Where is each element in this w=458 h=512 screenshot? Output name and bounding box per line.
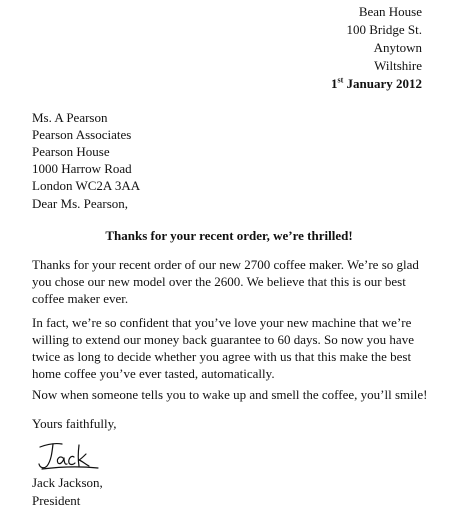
recipient-line: 1000 Harrow Road bbox=[32, 161, 132, 176]
sender-line: Wiltshire bbox=[374, 58, 422, 73]
recipient-line: Pearson Associates bbox=[32, 127, 132, 142]
recipient-line: Ms. A Pearson bbox=[32, 110, 108, 125]
signer-block bbox=[32, 474, 103, 510]
recipient-line: Pearson House bbox=[32, 144, 110, 159]
body-paragraph-3 bbox=[32, 386, 437, 403]
paragraph-line: home coffee you’ve ever tasted, automatically. bbox=[32, 366, 275, 381]
letter-date bbox=[331, 75, 422, 93]
date-day: 1 bbox=[330, 76, 338, 91]
sender-line: 100 Bridge St. bbox=[346, 22, 422, 37]
signer-name: Jack Jackson, bbox=[32, 475, 103, 490]
paragraph-line: coffee maker ever. bbox=[32, 291, 129, 306]
closing: Yours faithfully, bbox=[32, 416, 117, 431]
paragraph-line: Thanks for your recent order of our new 2700 coffee maker. We’re so glad bbox=[32, 257, 419, 272]
sender-line: Anytown bbox=[373, 40, 422, 55]
signer-title: President bbox=[32, 493, 81, 508]
paragraph-line: twice as long to decide whether you agree with us that this make the best bbox=[32, 349, 412, 364]
paragraph-line: Now when someone tells you to wake up and smell the coffee, you’ll smile! bbox=[32, 387, 428, 402]
recipient-address bbox=[32, 109, 140, 194]
body-paragraph-1 bbox=[32, 256, 437, 307]
date-ordinal: st bbox=[337, 75, 344, 85]
paragraph-line: you chose our new model over the 2600. We believe that this is our best bbox=[32, 274, 406, 289]
salutation: Dear Ms. Pearson, bbox=[32, 196, 129, 211]
date-rest: January 2012 bbox=[343, 76, 422, 91]
subject-line: Thanks for your recent order, we’re thrilled! bbox=[105, 228, 353, 243]
sender-address bbox=[347, 3, 422, 75]
paragraph-line: In fact, we’re so confident that you’ve love your new machine that we’re bbox=[32, 315, 412, 330]
signature bbox=[36, 439, 106, 473]
recipient-line: London WC2A 3AA bbox=[32, 178, 141, 193]
sender-line: Bean House bbox=[358, 4, 422, 19]
paragraph-line: willing to extend our money back guarantee to 60 days. So now you have bbox=[32, 332, 414, 347]
body-paragraph-2 bbox=[32, 314, 437, 382]
